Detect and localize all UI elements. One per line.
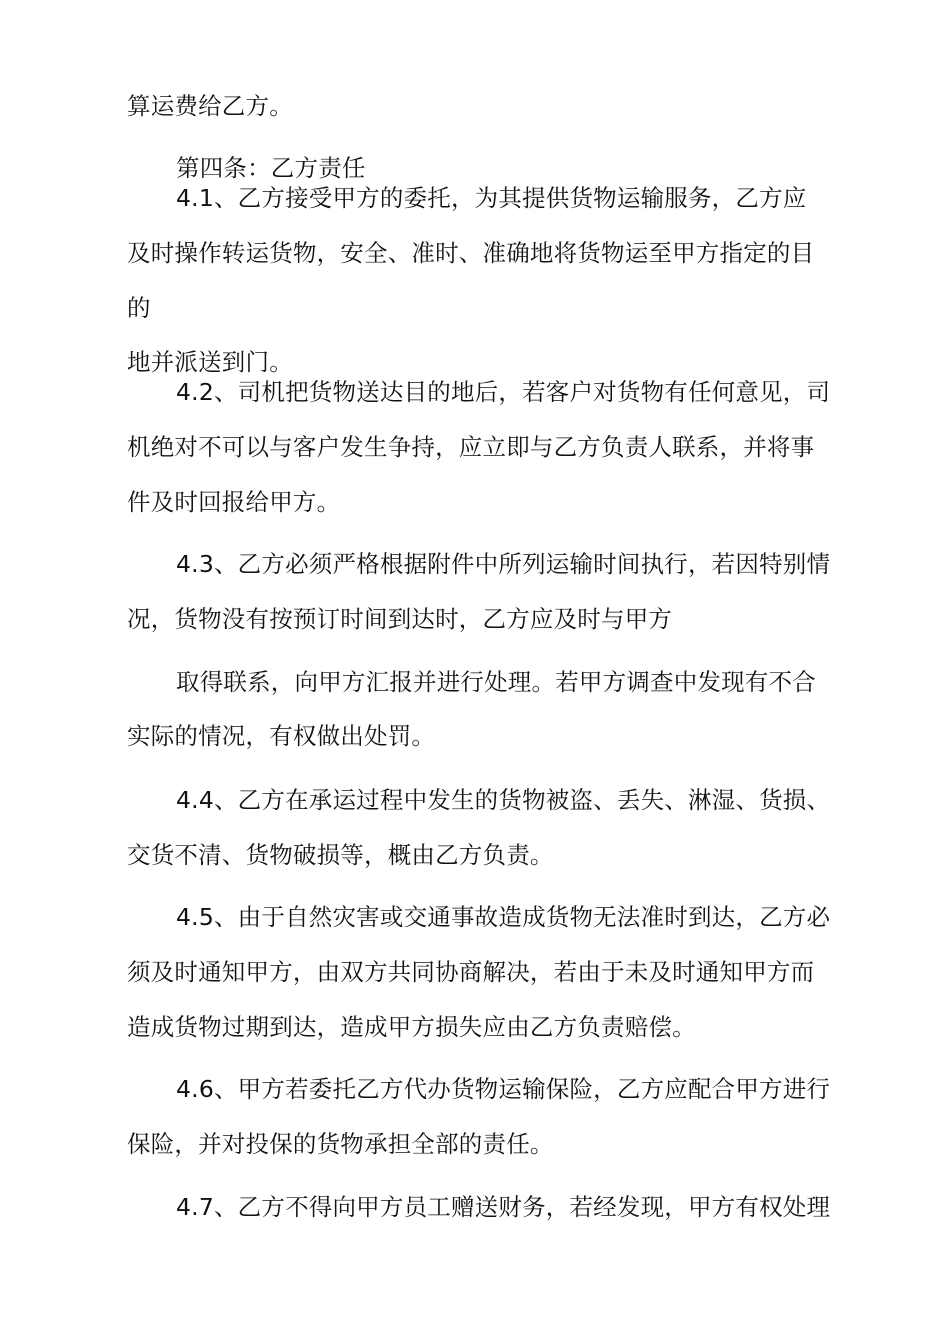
clause-4-7-line: 4.7、乙方不得向甲方员工赠送财务，若经发现，甲方有权处理 <box>176 1193 831 1221</box>
clause-4-3-line: 4.3、乙方必须严格根据附件中所列运输时间执行，若因特别情 <box>176 550 831 578</box>
clause-4-4-line: 4.4、乙方在承运过程中发生的货物被盗、丢失、淋湿、货损、 <box>176 786 831 814</box>
clause-4-1-line: 地并派送到门。 <box>127 348 293 376</box>
clause-4-3-line: 取得联系，向甲方汇报并进行处理。若甲方调查中发现有不合 <box>176 668 816 696</box>
clause-4-1-line: 及时操作转运货物，安全、准时、准确地将货物运至甲方指定的目 <box>127 239 815 267</box>
clause-4-6-line: 4.6、甲方若委托乙方代办货物运输保险，乙方应配合甲方进行 <box>176 1075 831 1103</box>
section-heading: 第四条：乙方责任 <box>176 154 366 182</box>
text-line: 算运费给乙方。 <box>127 92 293 120</box>
clause-4-3-line: 实际的情况，有权做出处罚。 <box>127 722 436 750</box>
clause-4-2-line: 机绝对不可以与客户发生争持，应立即与乙方负责人联系，并将事 <box>127 433 815 461</box>
clause-4-5-line: 4.5、由于自然灾害或交通事故造成货物无法准时到达，乙方必 <box>176 903 831 931</box>
clause-4-4-line: 交货不清、货物破损等，概由乙方负责。 <box>127 841 554 869</box>
clause-4-5-line: 造成货物过期到达，造成甲方损失应由乙方负责赔偿。 <box>127 1013 696 1041</box>
clause-4-3-line: 况，货物没有按预订时间到达时，乙方应及时与甲方 <box>127 605 673 633</box>
clause-4-6-line: 保险，并对投保的货物承担全部的责任。 <box>127 1130 554 1158</box>
clause-4-2-line: 4.2、司机把货物送达目的地后，若客户对货物有任何意见，司 <box>176 378 831 406</box>
clause-4-1-line: 的 <box>127 294 151 322</box>
clause-4-1-line: 4.1、乙方接受甲方的委托，为其提供货物运输服务，乙方应 <box>176 184 807 212</box>
clause-4-2-line: 件及时回报给甲方。 <box>127 488 341 516</box>
clause-4-5-line: 须及时通知甲方，由双方共同协商解决，若由于未及时通知甲方而 <box>127 958 815 986</box>
